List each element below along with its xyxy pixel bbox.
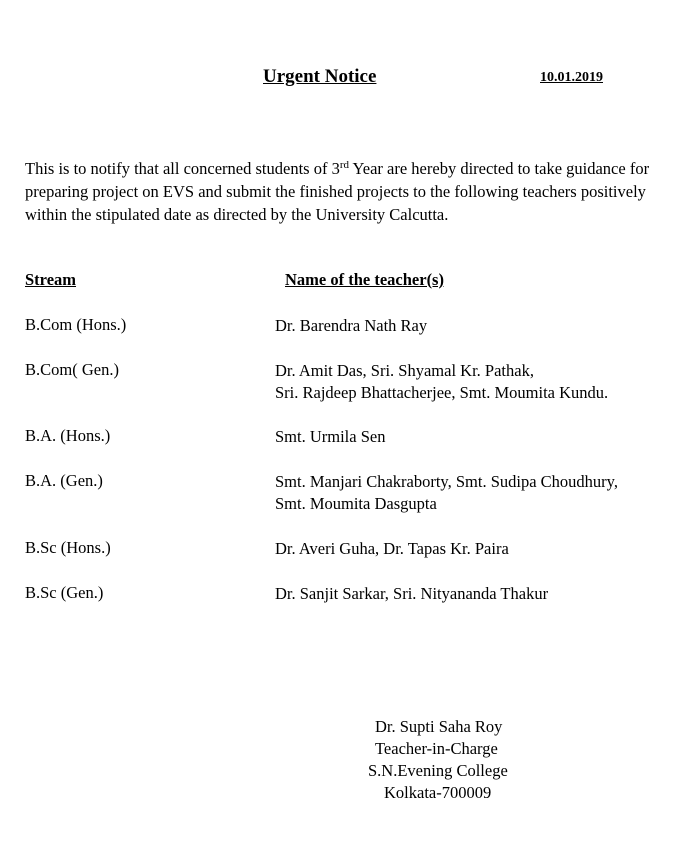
teacher-names	[275, 471, 618, 515]
teacher-names	[275, 583, 548, 605]
signatory-institution: S.N.Evening College	[368, 761, 508, 780]
body-text-part1: This is to notify that all concerned students of 3	[25, 159, 340, 178]
teacher-line: Dr. Sanjit Sarkar, Sri. Nityananda Thakur	[275, 584, 549, 603]
stream-name: B.Sc (Hons.)	[25, 538, 111, 557]
teacher-names	[275, 426, 385, 448]
stream-name: B.Com( Gen.)	[25, 360, 119, 379]
notice-title: Urgent Notice	[263, 66, 377, 87]
teacher-line: Smt. Moumita Dasgupta	[275, 494, 437, 513]
teacher-line: Dr. Amit Das, Sri. Shyamal Kr. Pathak,	[275, 361, 534, 380]
teacher-line: Dr. Averi Guha, Dr. Tapas Kr. Paira	[275, 539, 509, 558]
teacher-column-header: Name of the teacher(s)	[285, 270, 444, 289]
signatory-designation: Teacher-in-Charge	[375, 739, 498, 758]
stream-name: B.A. (Gen.)	[25, 471, 103, 490]
teacher-names	[275, 360, 608, 404]
teacher-names	[275, 315, 427, 337]
signatory-address: Kolkata-700009	[384, 783, 492, 802]
teacher-line: Smt. Urmila Sen	[275, 427, 386, 446]
stream-name: B.Sc (Gen.)	[25, 583, 104, 602]
stream-column-header: Stream	[25, 270, 77, 289]
body-text-part2: Year are hereby directed to take guidance for preparing project on EVS and submit the finished projects to the following teachers positively within the stipulated date as directed by the University Calcutta.	[25, 159, 650, 224]
notice-body	[25, 157, 685, 226]
stream-name: B.Com (Hons.)	[25, 315, 127, 334]
signatory-name: Dr. Supti Saha Roy	[375, 717, 503, 736]
stream-name: B.A. (Hons.)	[25, 426, 111, 445]
notice-date: 10.01.2019	[540, 70, 603, 85]
teacher-line: Sri. Rajdeep Bhattacherjee, Smt. Moumita Kundu.	[275, 383, 609, 402]
teacher-line: Dr. Barendra Nath Ray	[275, 316, 428, 335]
teacher-names	[275, 538, 509, 560]
teacher-line: Smt. Manjari Chakraborty, Smt. Sudipa Choudhury,	[275, 472, 618, 491]
body-text-superscript: rd	[339, 159, 349, 171]
